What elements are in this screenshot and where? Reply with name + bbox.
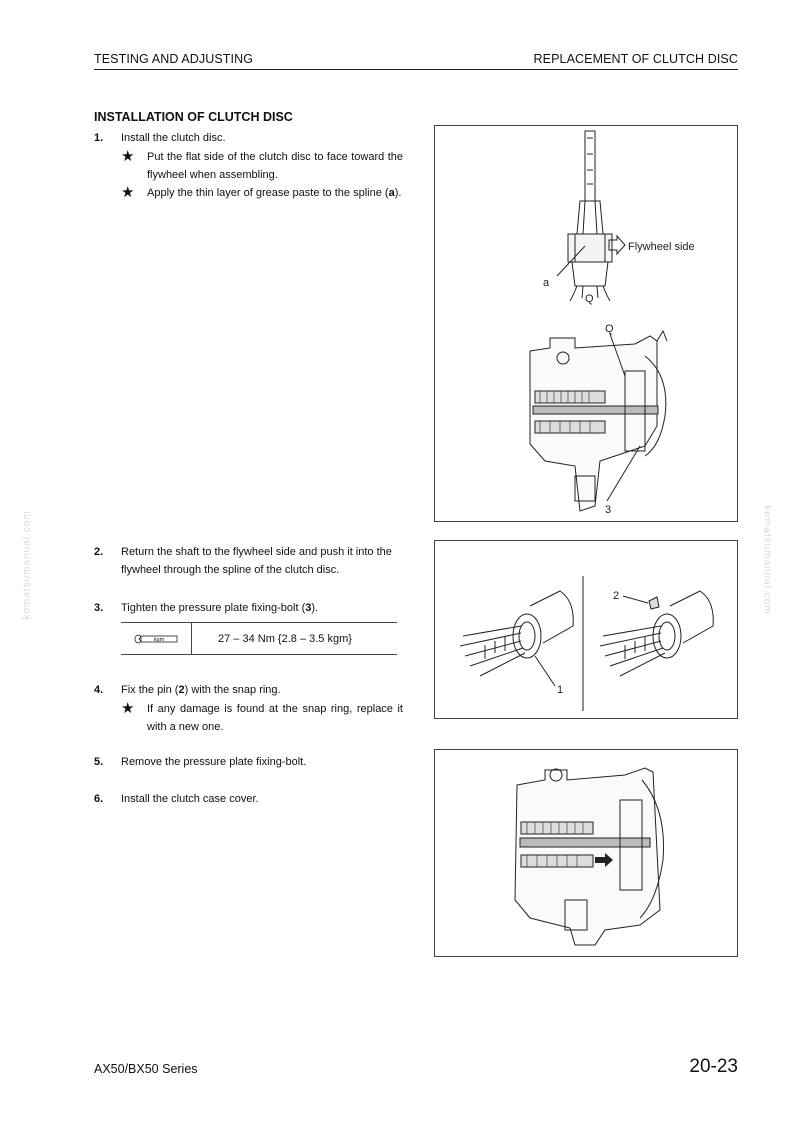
- ref-2: 2: [178, 684, 185, 696]
- label-a: a: [543, 277, 550, 289]
- step-text: Install the clutch case cover.: [121, 793, 259, 805]
- note-text: Apply the thin layer of grease paste to the spline (a).: [147, 187, 402, 199]
- step-number: 6.: [94, 793, 104, 805]
- step-number: 5.: [94, 756, 104, 768]
- watermark-right: komatsumanual.com: [761, 505, 773, 615]
- figure-3: [434, 749, 738, 957]
- note-1-1: [121, 148, 403, 184]
- star-icon: ★: [121, 148, 135, 165]
- step-text: Return the shaft to the flywheel side and push it into the flywheel through the spline of the clutch disc.: [121, 546, 392, 576]
- torque-wrench-icon: [121, 623, 192, 654]
- step-text: Fix the pin (2) with the snap ring.: [121, 684, 281, 696]
- step-3: [94, 599, 398, 617]
- label-q-bottom: Q: [605, 323, 614, 335]
- figure-2: [434, 540, 738, 719]
- step-number: 1.: [94, 132, 104, 144]
- step-text: Install the clutch disc.: [121, 132, 226, 144]
- step-6: [94, 790, 398, 808]
- figure-1-drawing: [435, 126, 737, 521]
- step-1: [94, 129, 398, 147]
- figure-1: [434, 125, 738, 522]
- label-flywheel-side: Flywheel side: [628, 241, 695, 253]
- step-number: 3.: [94, 602, 104, 614]
- step-number: 4.: [94, 684, 104, 696]
- header-left: TESTING AND ADJUSTING: [94, 52, 254, 66]
- label-3: 3: [605, 504, 612, 516]
- step-text: Tighten the pressure plate fixing-bolt (3).: [121, 602, 319, 614]
- figure-3-drawing: [435, 750, 737, 956]
- label-1: 1: [557, 684, 564, 696]
- ref-3: 3: [305, 602, 312, 614]
- page-header: [94, 52, 738, 70]
- step-5: [94, 753, 398, 771]
- page-number: 20-23: [689, 1056, 738, 1077]
- torque-table: [121, 622, 397, 655]
- note-text: Put the flat side of the clutch disc to face toward the flywheel when assembling.: [147, 151, 403, 181]
- step-number: 2.: [94, 546, 104, 558]
- torque-icon-label: kgm: [153, 636, 165, 643]
- star-icon: ★: [121, 184, 135, 201]
- figure-2-drawing: [435, 541, 737, 718]
- ref-a: a: [388, 187, 395, 199]
- label-2: 2: [613, 590, 620, 602]
- step-4: [94, 681, 398, 699]
- note-1-2: [121, 184, 403, 202]
- label-q-top: Q: [585, 293, 594, 305]
- step-2: [94, 543, 398, 579]
- step-text: Remove the pressure plate fixing-bolt.: [121, 756, 307, 768]
- footer-series: AX50/BX50 Series: [94, 1062, 198, 1076]
- star-icon: ★: [121, 700, 135, 717]
- torque-value: 27 – 34 Nm {2.8 – 3.5 kgm}: [218, 632, 352, 645]
- note-text: If any damage is found at the snap ring, replace it with a new one.: [147, 703, 403, 733]
- watermark-left: komatsumanual.com: [21, 510, 33, 620]
- header-right: REPLACEMENT OF CLUTCH DISC: [533, 52, 738, 66]
- note-4-1: [121, 700, 403, 736]
- section-title: INSTALLATION OF CLUTCH DISC: [94, 110, 293, 124]
